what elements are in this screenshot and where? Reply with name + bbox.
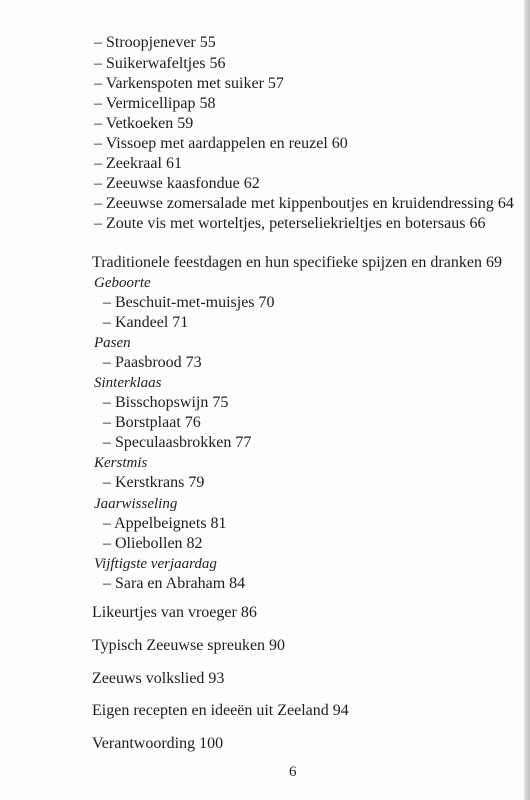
subsection-heading: Geboorte [94, 275, 151, 291]
toc-entry: – Appelbeignets 81 [103, 515, 227, 532]
toc-entry: – Stroopjenever 55 [94, 34, 216, 51]
toc-entry: – Borstplaat 76 [103, 414, 201, 431]
section-title: Likeurtjes van vroeger 86 [92, 604, 257, 621]
subsection-heading: Pasen [94, 335, 131, 351]
section-title: Traditionele feestdagen en hun specifieke spijzen en dranken 69 [92, 254, 502, 271]
subsection-heading: Vijftigste verjaardag [94, 556, 217, 572]
page-number: 6 [289, 764, 297, 780]
subsection-heading: Jaarwisseling [94, 496, 178, 512]
toc-entry: – Speculaasbrokken 77 [103, 434, 252, 451]
toc-entry: – Vermicellipap 58 [94, 95, 216, 112]
toc-entry: – Kerstkrans 79 [103, 474, 205, 491]
section-title: Zeeuws volkslied 93 [92, 670, 225, 687]
toc-entry: – Suikerwafeltjes 56 [94, 55, 226, 72]
section-title: Verantwoording 100 [92, 735, 224, 752]
section-title: Eigen recepten en ideeën uit Zeeland 94 [92, 702, 349, 719]
toc-entry: – Vetkoeken 59 [94, 115, 194, 132]
toc-entry: – Zeeuwse zomersalade met kippenboutjes en kruidendressing 64 [94, 195, 514, 212]
subsection-heading: Kerstmis [94, 455, 148, 471]
toc-entry: – Zeekraal 61 [94, 155, 182, 172]
toc-entry: – Zeeuwse kaasfondue 62 [94, 175, 260, 192]
toc-entry: – Varkenspoten met suiker 57 [94, 75, 284, 92]
toc-entry: – Sara en Abraham 84 [103, 575, 246, 592]
page-edge-shadow [524, 0, 530, 800]
section-title: Typisch Zeeuwse spreuken 90 [92, 637, 286, 654]
toc-entry: – Paasbrood 73 [103, 354, 202, 371]
subsection-heading: Sinterklaas [94, 375, 162, 391]
toc-entry: – Vissoep met aardappelen en reuzel 60 [94, 135, 348, 152]
toc-entry: – Oliebollen 82 [103, 535, 203, 552]
toc-entry: – Beschuit-met-muisjes 70 [103, 294, 275, 311]
toc-entry: – Zoute vis met worteltjes, peterseliekrieltjes en botersaus 66 [94, 215, 486, 232]
toc-entry: – Bisschopswijn 75 [103, 394, 229, 411]
toc-entry: – Kandeel 71 [103, 314, 189, 331]
